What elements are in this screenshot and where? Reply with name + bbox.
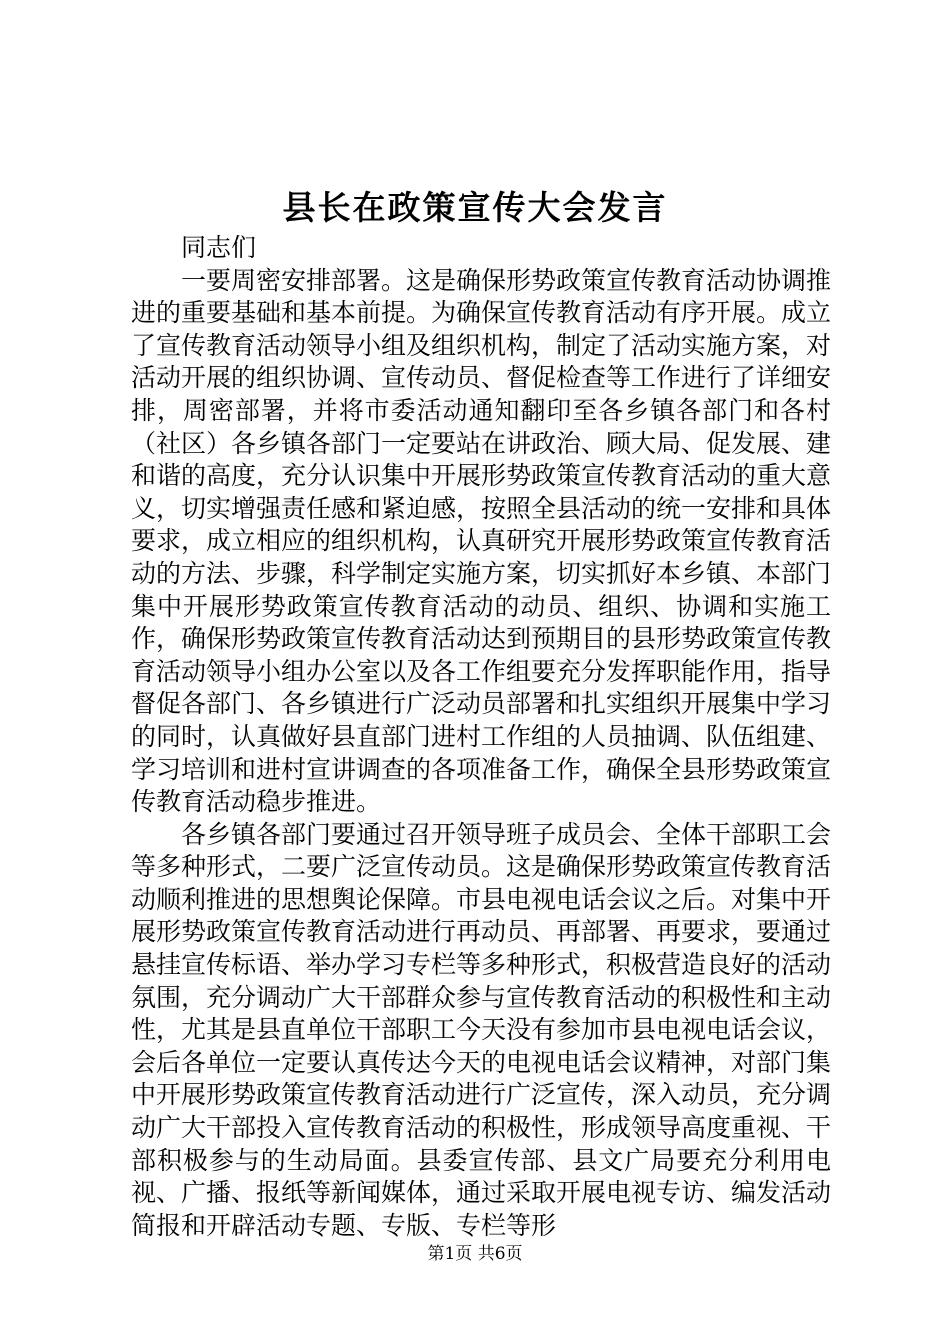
salutation: 同志们	[181, 233, 257, 262]
paragraph-2: 各乡镇各部门要通过召开领导班子成员会、全体干部职工会等多种形式，二要广泛宣传动员。这是确保形势政策宣传教育活动顺利推进的思想舆论保障。市县电视电话会议之后。对集中开展形势政策宣传教育活动进行再动员、再部署、再要求，要通过悬挂宣传标语、举办学习专栏等多种形式，积极营造良好的活动氛围，充分调动广大干部群众参与宣传教育活动的积极性和主动性，尤其是县直单位干部职工今天没有参加市县电视电话会议，会后各单位一定要认真传达今天的电视电话会议精神，对部门集中开展形势政策宣传教育活动进行广泛宣传，深入动员，充分调动广大干部投入宣传教育活动的积极性，形成领导高度重视、干部积极参与的生动局面。县委宣传部、县文广局要充分利用电视、广播、报纸等新闻媒体，通过采取开展电视专访、编发活动简报和开辟活动专题、专版、专栏等形	[131, 819, 832, 1240]
document-title: 县长在政策宣传大会发言	[282, 188, 668, 227]
page-footer: 第1页 共6页	[427, 1244, 523, 1264]
paragraph-1: 一要周密安排部署。这是确保形势政策宣传教育活动协调推进的重要基础和基本前提。为确保宣传教育活动有序开展。成立了宣传教育活动领导小组及组织机构，制定了活动实施方案，对活动开展的组织协调、宣传动员、督促检查等工作进行了详细安排，周密部署，并将市委活动通知翻印至各乡镇各部门和各村（社区）各乡镇各部门一定要站在讲政治、顾大局、促发展、建和谐的高度，充分认识集中开展形势政策宣传教育活动的重大意义，切实增强责任感和紧迫感，按照全县活动的统一安排和具体要求，成立相应的组织机构，认真研究开展形势政策宣传教育活动的方法、步骤，科学制定实施方案，切实抓好本乡镇、本部门集中开展形势政策宣传教育活动的动员、组织、协调和实施工作，确保形势政策宣传教育活动达到预期目的县形势政策宣传教育活动领导小组办公室以及各工作组要充分发挥职能作用，指导督促各部门、各乡镇进行广泛动员部署和扎实组织开展集中学习的同时，认真做好县直部门进村工作组的人员抽调、队伍组建、学习培训和进村宣讲调查的各项准备工作，确保全县形势政策宣传教育活动稳步推进。	[131, 265, 832, 817]
document-body	[131, 232, 831, 1242]
